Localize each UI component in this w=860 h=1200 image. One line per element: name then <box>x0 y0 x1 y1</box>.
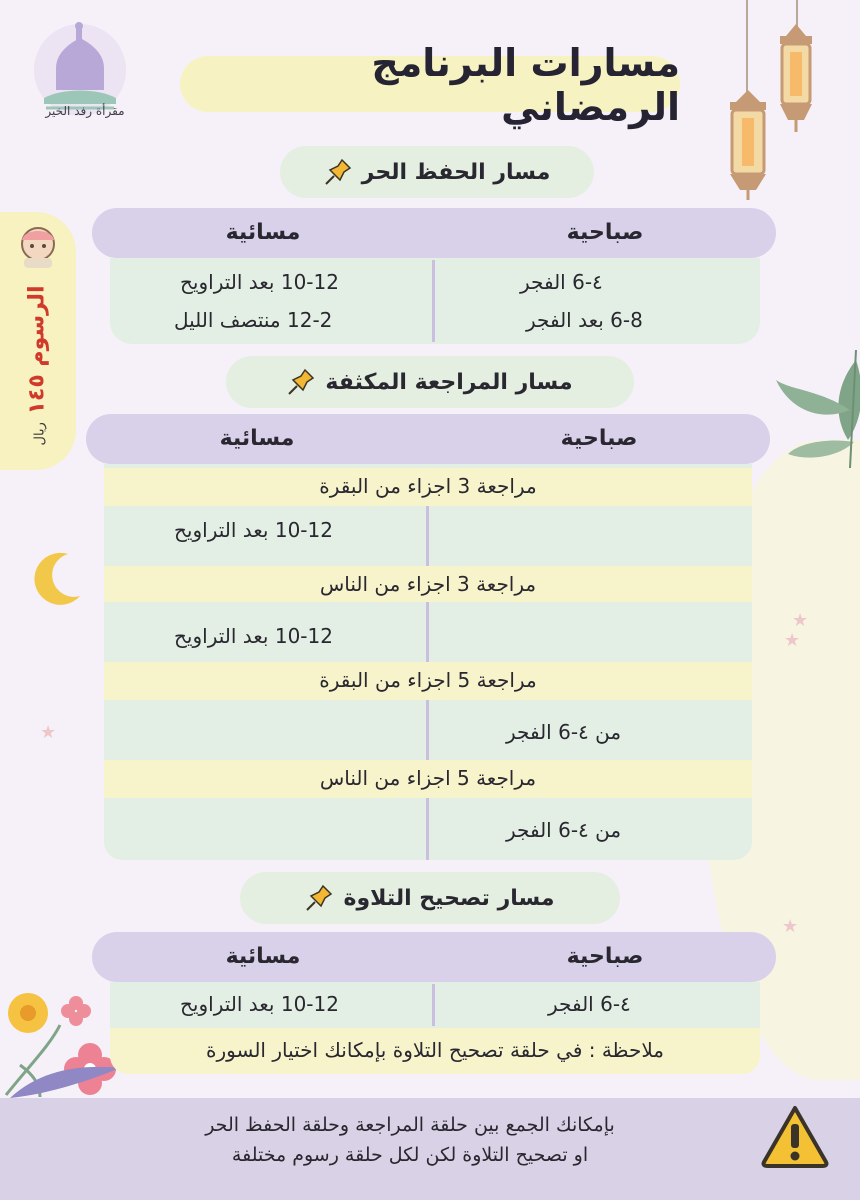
track2-header-bar <box>86 414 770 464</box>
review-evening-slot: 10-12 بعد التراويح <box>174 518 333 542</box>
person-icon <box>14 224 62 270</box>
track1-evening-slot: 10-12 بعد التراويح <box>180 270 339 294</box>
column-divider <box>426 506 429 566</box>
bottom-note-line: او تصحيح التلاوة لكن لكل حلقة رسوم مختلفة <box>231 1144 589 1166</box>
bottom-note <box>200 1110 620 1170</box>
track-title-intensive-review <box>226 356 634 408</box>
star-icon: ★ <box>792 610 809 631</box>
review-group-name: مراجعة 5 اجزاء من البقرة <box>319 668 537 692</box>
star-icon: ★ <box>782 916 799 937</box>
fee-currency: ريال <box>32 421 48 445</box>
page-title-area <box>180 41 680 129</box>
evening-header: مسائية <box>225 220 301 245</box>
star-icon: ★ <box>40 722 57 743</box>
evening-header: مسائية <box>225 944 301 969</box>
track3-note: ملاحظة : في حلقة تصحيح التلاوة بإمكانك اختيار السورة <box>206 1038 664 1062</box>
track1-evening-slot: 12-2 منتصف الليل <box>174 308 333 332</box>
pushpin-icon <box>324 158 352 186</box>
track3-header-bar <box>92 932 776 982</box>
column-divider <box>432 984 435 1026</box>
review-group-name: مراجعة 3 اجزاء من البقرة <box>319 474 537 498</box>
morning-header: صباحية <box>566 220 644 245</box>
page-title: مسارات البرنامج الرمضاني <box>371 41 680 129</box>
lantern-icon <box>722 90 774 202</box>
fee-label: الرسوم <box>24 285 50 367</box>
evening-header: مسائية <box>219 426 295 451</box>
track3-morning-slot: ٤-6 الفجر <box>548 992 631 1016</box>
warning-icon <box>760 1104 830 1168</box>
review-morning-slot: من ٤-6 الفجر <box>506 720 622 744</box>
review-group-name: مراجعة 3 اجزاء من الناس <box>319 572 537 596</box>
bottom-note-line: بإمكانك الجمع بين حلقة المراجعة وحلقة الحفظ الحر <box>205 1114 615 1136</box>
track1-header-bar <box>92 208 776 258</box>
lantern-icon <box>774 24 818 134</box>
leaves-decoration <box>770 350 860 470</box>
pushpin-icon <box>305 884 333 912</box>
track2-title: مسار المراجعة المكثفة <box>325 369 573 395</box>
review-evening-slot: 10-12 بعد التراويح <box>174 624 333 648</box>
brand-name: مقرأة رفد الخير <box>45 104 125 118</box>
pushpin-icon <box>287 368 315 396</box>
track-title-free-memorization <box>280 146 594 198</box>
track3-evening-slot: 10-12 بعد التراويح <box>180 992 339 1016</box>
morning-header: صباحية <box>560 426 638 451</box>
review-morning-slot: من ٤-6 الفجر <box>506 818 622 842</box>
track1-morning-slot: 6-8 بعد الفجر <box>526 308 643 332</box>
column-divider <box>426 602 429 662</box>
fee-text <box>2 270 72 460</box>
track1-title: مسار الحفظ الحر <box>361 159 551 185</box>
column-divider <box>432 260 435 342</box>
track1-morning-slot: ٤-6 الفجر <box>520 270 603 294</box>
morning-header: صباحية <box>566 944 644 969</box>
crescent-moon-icon <box>28 548 84 608</box>
review-group-name: مراجعة 5 اجزاء من الناس <box>319 766 537 790</box>
track3-title: مسار تصحيح التلاوة <box>343 885 555 911</box>
lantern-string <box>746 0 748 96</box>
star-icon: ★ <box>784 630 801 651</box>
fee-amount: ١٤٥ <box>24 373 50 415</box>
column-divider <box>426 798 429 860</box>
column-divider <box>426 700 429 760</box>
track-title-recitation-correction <box>240 872 620 924</box>
